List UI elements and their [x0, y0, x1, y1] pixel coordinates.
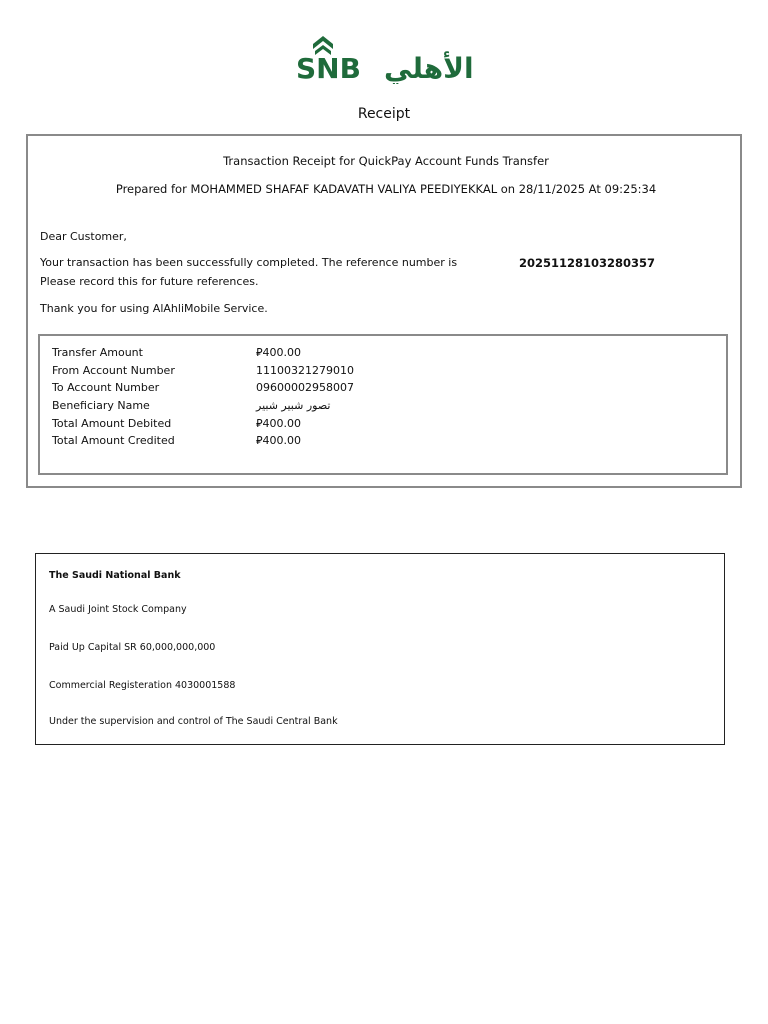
- receipt-title: Receipt: [357, 106, 411, 122]
- thanks-message: Thank you for using AlAhliMobile Service.: [40, 302, 268, 315]
- footer-commercial-registration: Commercial Registeration 4030001588: [49, 680, 236, 691]
- detail-label: Total Amount Debited: [52, 417, 172, 430]
- greeting-text: Dear Customer,: [40, 230, 127, 243]
- bank-info-footer: [35, 553, 725, 745]
- detail-label: From Account Number: [52, 364, 175, 377]
- detail-label: To Account Number: [52, 381, 160, 394]
- detail-value: ⃁400.00: [256, 346, 302, 359]
- prepared-for-line: Prepared for MOHAMMED SHAFAF KADAVATH VALIYA PEEDIYEKKAL on 28/11/2025 At 09:25:34: [115, 182, 657, 196]
- detail-row-from-account: [52, 364, 712, 380]
- detail-row-beneficiary: [52, 399, 712, 415]
- record-message: Please record this for future references.: [40, 275, 259, 288]
- detail-label: Total Amount Credited: [52, 434, 175, 447]
- detail-row-transfer-amount: [52, 346, 712, 362]
- detail-value: تصور شبير شبير: [256, 399, 331, 412]
- footer-company-type: A Saudi Joint Stock Company: [49, 604, 187, 615]
- detail-label: Beneficiary Name: [52, 399, 150, 412]
- brand-name-en: SNB: [296, 52, 361, 84]
- snb-logo: [296, 34, 476, 84]
- detail-label: Transfer Amount: [52, 346, 143, 359]
- transaction-details-table: [38, 334, 728, 475]
- detail-row-total-debited: [52, 417, 712, 433]
- detail-value: ⃁400.00: [256, 417, 302, 430]
- detail-value: ⃁400.00: [256, 434, 302, 447]
- receipt-panel: [26, 134, 742, 488]
- detail-value: 09600002958007: [256, 381, 354, 394]
- footer-capital: Paid Up Capital SR 60,000,000,000: [49, 642, 216, 653]
- brand-name-ar: الأهلي: [384, 52, 474, 84]
- detail-value: 11100321279010: [256, 364, 354, 377]
- success-message: Your transaction has been successfully completed. The reference number is: [40, 256, 458, 269]
- detail-row-to-account: [52, 381, 712, 397]
- footer-bank-name: The Saudi National Bank: [49, 570, 181, 581]
- receipt-heading: Transaction Receipt for QuickPay Account Funds Transfer: [223, 154, 549, 168]
- footer-supervision: Under the supervision and control of The Saudi Central Bank: [49, 716, 338, 727]
- detail-row-total-credited: [52, 434, 712, 450]
- reference-number: 20251128103280357: [519, 256, 656, 270]
